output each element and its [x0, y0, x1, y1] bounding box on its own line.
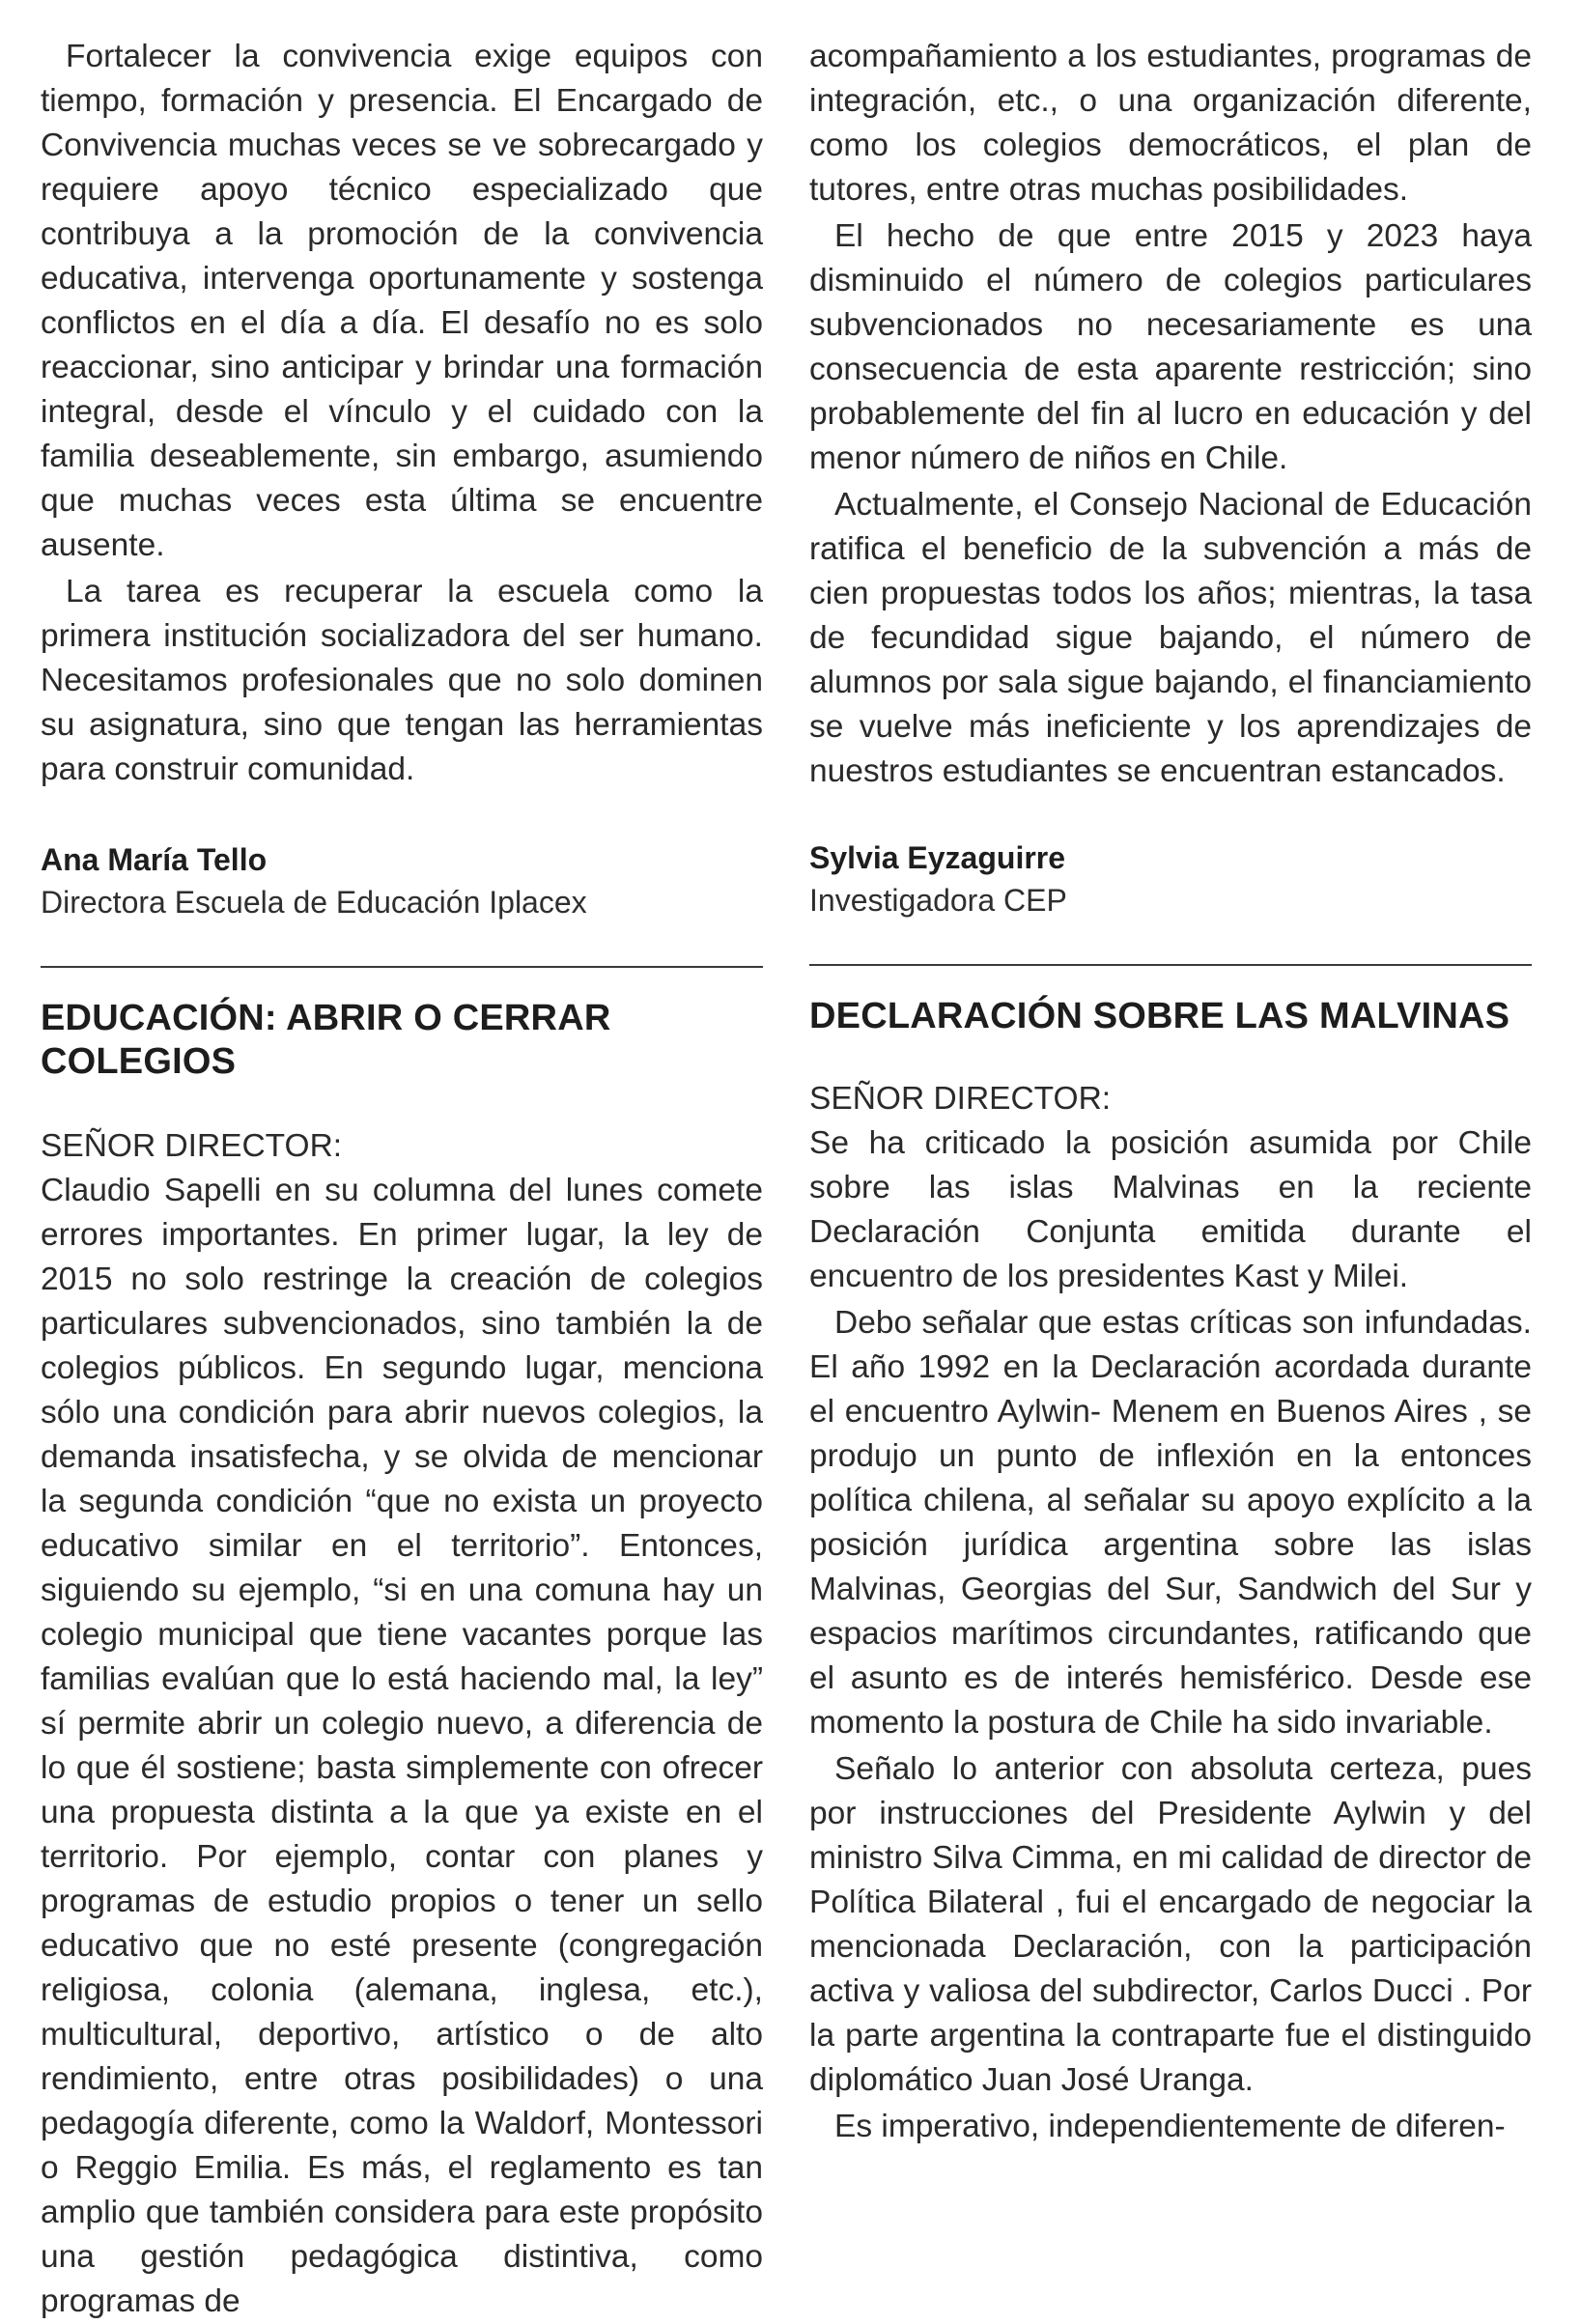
article1-paragraph-2: La tarea es recuperar la escuela como la primera institución socializadora del ser humano. Necesitamos profesionales que no solo dominen su asignatura, sino que tengan las herramientas para construir comunidad.	[41, 574, 763, 787]
article2-headline: EDUCACIÓN: ABRIR O CERRAR COLEGIOS	[41, 998, 611, 1082]
left-column	[41, 35, 763, 2324]
article2-continuation-3: Actualmente, el Consejo Nacional de Educación ratifica el beneficio de la subvención a más de cien propuestas todos los años; mientras, la tasa de fecundidad sigue bajando, el número de alumnos por sala sigue bajando, el financiamiento se vuelve más ineficiente y los aprendizajes de nuestros estudiantes se encuentran estancados.	[809, 487, 1532, 789]
article3-paragraph-2: Debo señalar que estas críticas son infundadas. El año 1992 en la Declaración acordada durante el encuentro Aylwin- Menem en Buenos Aires , se produjo un punto de inflexión en la entonces política chilena, al señalar su apoyo explícito a la posición jurídica argentina sobre las islas Malvinas, Georgias del Sur, Sandwich del Sur y espacios marítimos circundantes, ratificando que el asunto es de interés hemisférico. Desde ese momento la postura de Chile ha sido invariable.	[809, 1305, 1532, 1741]
article3-paragraph-1: Se ha criticado la posición asumida por Chile sobre las islas Malvinas en la reciente Declaración Conjunta emitida durante el encuentro de los presidentes Kast y Milei.	[809, 1125, 1532, 1294]
article3-paragraph-4: Es imperativo, independientemente de diferen-	[834, 2109, 1506, 2144]
article2-continuation-2: El hecho de que entre 2015 y 2023 haya disminuido el número de colegios particulares subvencionados no necesariamente es una consecuencia de esta aparente restricción; sino probablemente del fin al lucro en educación y del menor número de niños en Chile.	[809, 218, 1532, 476]
right-column	[809, 35, 1532, 2149]
article2-salutation: SEÑOR DIRECTOR:	[41, 1128, 343, 1164]
article3-paragraph-3: Señalo lo anterior con absoluta certeza, pues por instrucciones del Presidente Aylwin y del ministro Silva Cimma, en mi calidad de director de Política Bilateral , fui el encargado de negociar la mencionada Declaración, con la participación activa y valiosa del subdirector, Carlos Ducci . Por la parte argentina la contraparte fue el distinguido diplomático Juan José Uranga.	[809, 1751, 1532, 2098]
article2-author-name: Sylvia Eyzaguirre	[809, 840, 1066, 875]
article1-author-name: Ana María Tello	[41, 842, 268, 877]
article1-author-role: Directora Escuela de Educación Iplacex	[41, 885, 587, 920]
article3-headline: DECLARACIÓN SOBRE LAS MALVINAS	[809, 996, 1510, 1036]
article2-body: Claudio Sapelli en su columna del lunes comete errores importantes. En primer lugar, la ley de 2015 no solo restringe la creación de colegios particulares subvencionados, sino también la de colegios públicos. En segundo lugar, menciona sólo una condición para abrir nuevos colegios, la demanda insatisfecha, y se olvida de mencionar la segunda condición “que no exista un proyecto educativo similar en el territorio”. Entonces, siguiendo su ejemplo, “si en una comuna hay un colegio municipal que tiene vacantes porque las familias evalúan que lo está haciendo mal, la ley” sí permite abrir un colegio nuevo, a diferencia de lo que él sostiene; basta simplemente con ofrecer una propuesta distinta a la que ya existe en el territorio. Por ejemplo, contar con planes y programas de estudio propios o tener un sello educativo que no esté presente (congregación religiosa, colonia (alemana, inglesa, etc.), multicultural, deportivo, artístico o de alto rendimiento, entre otras posibilidades) o una pedagogía diferente, como la Waldorf, Montessori o Reggio Emilia. Es más, el reglamento es tan amplio que también considera para este propósito una gestión pedagógica distintiva, como programas de	[41, 1173, 763, 2319]
article3-salutation: SEÑOR DIRECTOR:	[809, 1081, 1112, 1117]
article1-paragraph-1: Fortalecer la convivencia exige equipos con tiempo, formación y presencia. El Encargado de Convivencia muchas veces se ve sobrecargado y requiere apoyo técnico especializado que contribuya a la promoción de la convivencia educativa, intervenga oportunamente y sostenga conflictos en el día a día. El desafío no es solo reaccionar, sino anticipar y brindar una formación integral, desde el vínculo y el cuidado con la familia deseablemente, sin embargo, asumiendo que muchas veces esta última se encuentre ausente.	[41, 39, 763, 563]
article2-author-role: Investigadora CEP	[809, 883, 1067, 918]
article2-continuation-1: acompañamiento a los estudiantes, programas de integración, etc., o una organización diferente, como los colegios democráticos, el plan de tutores, entre otras muchas posibilidades.	[809, 39, 1532, 208]
